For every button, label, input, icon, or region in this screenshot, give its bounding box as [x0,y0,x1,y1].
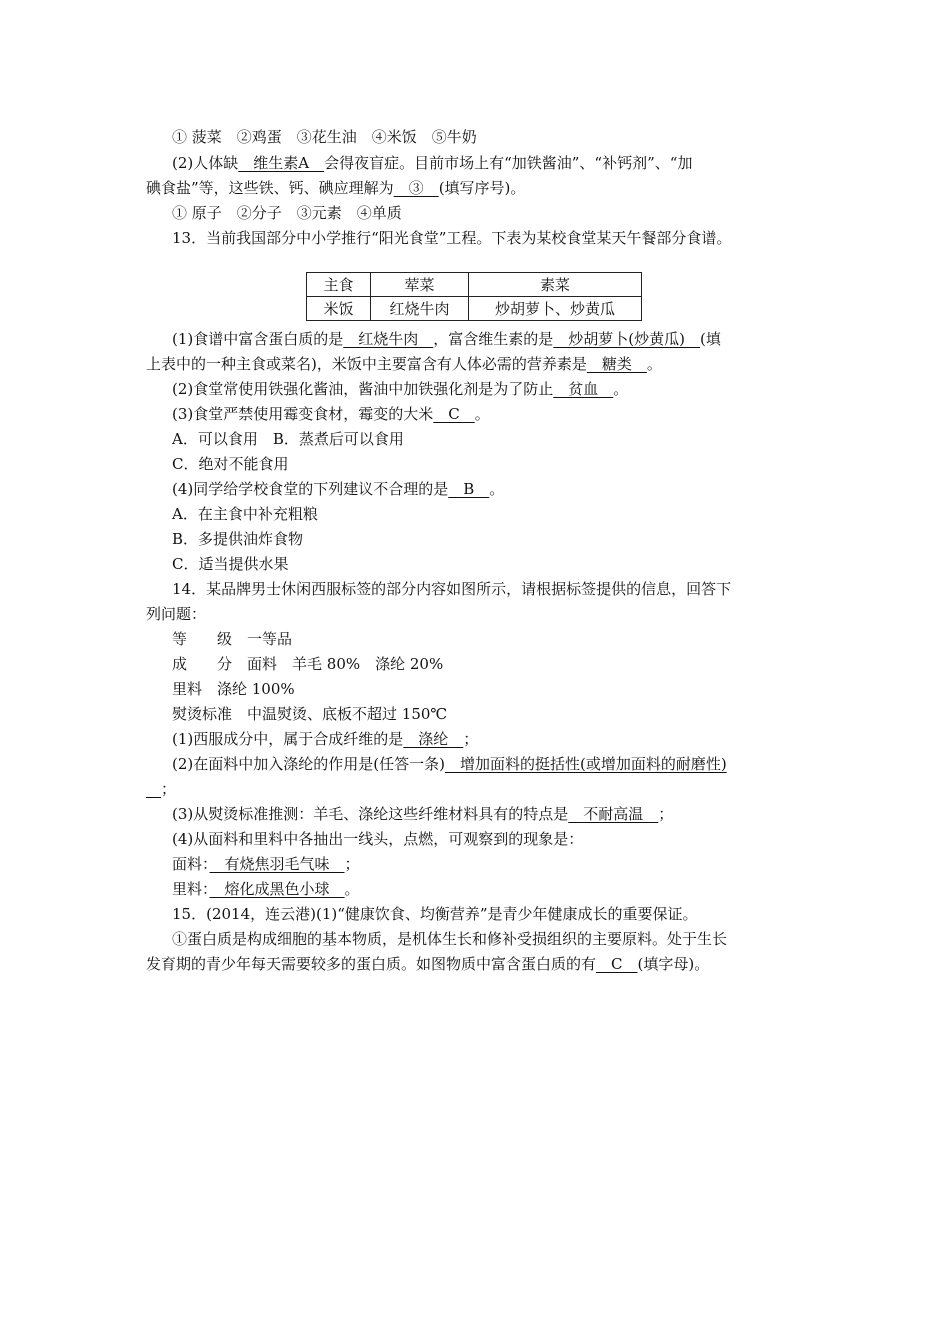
question-14-stem: 14．某品牌男士休闲西服标签的部分内容如图所示，请根据标签提供的信息，回答下 [172,580,732,598]
question-12-2 [172,152,692,174]
question-13-4 [172,478,504,500]
text: 。 [646,355,662,373]
text: 。 [474,405,490,423]
text: (2)在面料中加入涤纶的作用是(任答一条) [172,755,445,773]
text: (填 [700,330,721,348]
text: ； [463,730,479,748]
table-header: 荤菜 [371,273,469,297]
answer-blank: B [448,480,490,498]
option-line: C．绝对不能食用 [172,455,289,473]
label-lining: 里料 涤纶 100% [172,680,295,698]
table-header: 主食 [307,273,371,297]
text: 。 [613,380,629,398]
question-13-1-cont [146,353,662,375]
text: (3)从熨烫标准推测：羊毛、涤纶这些纤维材料具有的特点是 [172,805,569,823]
element-options: ① 原子 ②分子 ③元素 ④单质 [172,204,402,222]
question-13-stem: 13．当前我国部分中小学推行“阳光食堂”工程。下表为某校食堂某天午餐部分食谱。 [172,229,732,247]
question-13-1 [172,328,721,350]
answer-blank: 熔化成黑色小球 [209,880,345,898]
text: ，富含维生素的是 [433,330,554,348]
text: (2)食堂常使用铁强化酱油，酱油中加铁强化剂是为了防止 [172,380,554,398]
text: (3)食堂严禁使用霉变食材，霉变的大米 [172,405,434,423]
answer-blank: 维生素A [238,154,325,172]
text: (1)食谱中富含蛋白质的是 [172,330,344,348]
question-12-2-cont [146,177,525,199]
menu-table [306,272,642,321]
table-cell: 炒胡萝卜、炒黄瓜 [469,297,642,321]
question-13-3 [172,403,490,425]
answer-blank: 不耐高温 [568,805,659,823]
text: (2)人体缺 [172,154,239,172]
text: ； [161,780,177,798]
question-15-1: ①蛋白质是构成细胞的基本物质，是机体生长和修补受损组织的主要原料。处于生长 [172,930,728,948]
text: 。 [344,880,360,898]
text: 。 [489,480,505,498]
text: ； [658,805,674,823]
answer-lining [172,878,360,900]
answer-blank: C [596,955,638,973]
question-14-3 [172,803,673,825]
answer-blank: 红烧牛肉 [343,330,434,348]
answer-blank: 涤纶 [403,730,464,748]
text: (填字母)。 [637,955,710,973]
table-cell: 红烧牛肉 [371,297,469,321]
text: 会得夜盲症。目前市场上有“加铁酱油”、“补钙剂”、“加 [324,154,693,172]
answer-blank: 炒胡萝卜(炒黄瓜) [553,330,700,348]
table-header: 素菜 [469,273,642,297]
question-14-2-cont [146,778,176,800]
text: ； [344,855,360,873]
text: (填写序号)。 [438,179,526,197]
option-line: B．多提供油炸食物 [172,530,304,548]
question-13-2 [172,378,628,400]
text: 上表中的一种主食或菜名)，米饭中主要富含有人体必需的营养素是 [146,355,587,373]
table-cell: 米饭 [307,297,371,321]
question-14-1 [172,728,478,750]
text: 发育期的青少年每天需要较多的蛋白质。如图物质中富含蛋白质的有 [146,955,597,973]
option-line: A．可以食用 B．蒸煮后可以食用 [172,430,404,448]
label-grade: 等 级 一等品 [172,630,293,648]
text: (4)同学给学校食堂的下列建议不合理的是 [172,480,449,498]
label-ironing: 熨烫标准 中温熨烫、底板不超过 150℃ [172,705,448,723]
answer-blank: ③ [393,179,439,197]
food-options: ① 菠菜 ②鸡蛋 ③花生油 ④米饭 ⑤牛奶 [172,128,477,146]
answer-blank: C [433,405,475,423]
text: 里料： [172,880,210,898]
text: 碘食盐”等，这些铁、钙、碘应理解为 [146,179,394,197]
answer-blank: 糖类 [586,355,647,373]
question-14-stem-cont: 列问题： [146,605,207,623]
answer-fabric [172,853,360,875]
option-line: C．适当提供水果 [172,555,289,573]
answer-blank: 有烧焦羽毛气味 [209,855,345,873]
table-row [307,297,642,321]
text: 面料： [172,855,210,873]
question-14-2 [172,753,727,775]
question-14-4: (4)从面料和里料中各抽出一线头，点燃，可观察到的现象是： [172,830,584,848]
answer-blank: 增加面料的挺括性(或增加面料的耐磨性) [444,755,727,773]
answer-blank [146,780,161,798]
label-composition: 成 分 面料 羊毛 80% 涤纶 20% [172,655,444,673]
text: (1)西服成分中，属于合成纤维的是 [172,730,404,748]
option-line: A．在主食中补充粗粮 [172,505,318,523]
answer-blank: 贫血 [553,380,614,398]
question-15-1-cont [146,953,709,975]
table-row [307,273,642,297]
question-15-stem: 15．(2014，连云港)(1)“健康饮食、均衡营养”是青少年健康成长的重要保证。 [172,905,698,923]
